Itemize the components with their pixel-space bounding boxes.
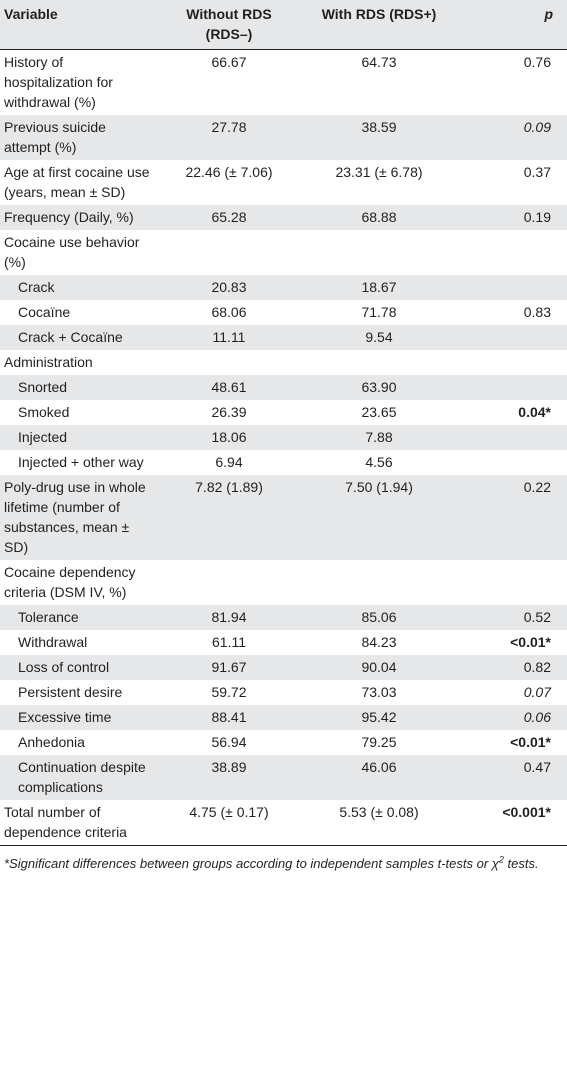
cell-variable: Poly-drug use in whole lifetime (number of substances, mean ± SD) xyxy=(4,479,146,555)
footnote-text-end: tests. xyxy=(503,856,539,871)
cell-with-rds xyxy=(300,230,458,275)
table-row xyxy=(0,560,567,605)
cell-p-value: 0.76 xyxy=(523,54,551,70)
cell-without-rds: 48.61 xyxy=(211,379,247,395)
cell-p-value: 0.22 xyxy=(523,479,551,495)
cell-without-rds: 6.94 xyxy=(215,454,243,470)
table-row xyxy=(0,400,567,425)
cell-p-value xyxy=(458,425,567,450)
cell-with-rds: 73.03 xyxy=(361,684,397,700)
cell-p-value xyxy=(458,230,567,275)
cell-without-rds: 65.28 xyxy=(211,209,247,225)
cell-with-rds xyxy=(300,560,458,605)
header-row xyxy=(0,0,567,50)
cell-p-value: 0.04* xyxy=(518,404,551,420)
table-row xyxy=(0,605,567,630)
cell-without-rds: 27.78 xyxy=(211,119,247,135)
cell-variable: Tolerance xyxy=(18,609,79,625)
cell-variable: Age at first cocaine use (years, mean ± SD) xyxy=(4,164,150,200)
cell-p-value: <0.01* xyxy=(510,734,551,750)
table-body xyxy=(0,50,567,846)
cell-variable: Excessive time xyxy=(18,709,112,725)
cell-variable: History of hospitalization for withdrawal (%) xyxy=(4,54,113,110)
cell-without-rds xyxy=(158,560,300,605)
cell-with-rds: 95.42 xyxy=(361,709,397,725)
table-row xyxy=(0,755,567,800)
cell-without-rds: 81.94 xyxy=(211,609,247,625)
cell-variable: Injected xyxy=(18,429,68,445)
cell-without-rds: 66.67 xyxy=(211,54,247,70)
table-row xyxy=(0,350,567,375)
cell-p-value: 0.83 xyxy=(523,304,551,320)
cell-p-value: <0.01* xyxy=(510,634,551,650)
cell-variable: Smoked xyxy=(18,404,70,420)
cell-variable: Crack + Cocaïne xyxy=(18,329,123,345)
table-row xyxy=(0,300,567,325)
header-with-rds: With RDS (RDS+) xyxy=(300,0,458,50)
cell-with-rds: 68.88 xyxy=(361,209,397,225)
cell-with-rds: 90.04 xyxy=(361,659,397,675)
cell-p-value: 0.06 xyxy=(523,709,551,725)
cell-with-rds: 7.50 (1.94) xyxy=(345,479,413,495)
table-row xyxy=(0,475,567,560)
header-without-rds: Without RDS (RDS–) xyxy=(158,0,300,50)
cell-p-value xyxy=(458,350,567,375)
cell-variable: Total number of dependence criteria xyxy=(0,800,158,846)
footnote-text: *Significant differences between groups according to independent samples t-tests or χ xyxy=(4,856,499,871)
cell-variable: Injected + other way xyxy=(18,454,144,470)
cell-without-rds: 68.06 xyxy=(211,304,247,320)
cell-variable: Cocaine dependency criteria (DSM IV, %) xyxy=(4,564,136,600)
cell-with-rds: 71.78 xyxy=(361,304,397,320)
cell-with-rds: 84.23 xyxy=(361,634,397,650)
cell-variable: Cocaïne xyxy=(18,304,71,320)
cell-without-rds: 11.11 xyxy=(212,329,246,345)
cell-with-rds: 5.53 (± 0.08) xyxy=(300,800,458,846)
table-row xyxy=(0,115,567,160)
cell-variable: Snorted xyxy=(18,379,68,395)
cell-with-rds: 23.31 (± 6.78) xyxy=(335,164,423,180)
cell-with-rds: 4.56 xyxy=(365,454,393,470)
cell-without-rds xyxy=(158,350,300,375)
cell-with-rds: 38.59 xyxy=(361,119,397,135)
cell-variable: Continuation despite complications xyxy=(18,759,146,795)
cell-p-value: 0.82 xyxy=(523,659,551,675)
table-row xyxy=(0,630,567,655)
cell-variable: Administration xyxy=(4,354,93,370)
table-row xyxy=(0,705,567,730)
cell-p-value: 0.47 xyxy=(523,759,551,775)
cell-without-rds: 61.11 xyxy=(212,634,246,650)
cell-p-value: 0.07 xyxy=(523,684,551,700)
cell-without-rds: 91.67 xyxy=(211,659,247,675)
table-row xyxy=(0,50,567,116)
cell-without-rds: 88.41 xyxy=(211,709,247,725)
table-row xyxy=(0,230,567,275)
cell-with-rds: 63.90 xyxy=(361,379,397,395)
table-row xyxy=(0,375,567,400)
cell-with-rds: 23.65 xyxy=(361,404,397,420)
table-row xyxy=(0,205,567,230)
cell-with-rds: 9.54 xyxy=(365,329,393,345)
cell-variable: Withdrawal xyxy=(18,634,88,650)
cell-without-rds: 7.82 (1.89) xyxy=(195,479,263,495)
cell-variable: Frequency (Daily, %) xyxy=(4,209,134,225)
cell-without-rds: 4.75 (± 0.17) xyxy=(158,800,300,846)
cell-p-value: <0.001* xyxy=(458,800,567,846)
cell-p-value xyxy=(458,325,567,350)
cell-with-rds: 79.25 xyxy=(361,734,397,750)
cell-variable: Anhedonia xyxy=(18,734,85,750)
cell-with-rds: 64.73 xyxy=(361,54,397,70)
cell-with-rds: 46.06 xyxy=(361,759,397,775)
cell-without-rds: 59.72 xyxy=(211,684,247,700)
header-p: p xyxy=(458,0,567,50)
cell-with-rds: 85.06 xyxy=(361,609,397,625)
cell-p-value xyxy=(458,275,567,300)
cell-p-value: 0.52 xyxy=(523,609,551,625)
table-row xyxy=(0,450,567,475)
table-row xyxy=(0,730,567,755)
cell-without-rds xyxy=(158,230,300,275)
cell-variable: Cocaine use behavior (%) xyxy=(4,234,140,270)
cell-p-value: 0.19 xyxy=(523,209,551,225)
cell-without-rds: 18.06 xyxy=(211,429,247,445)
cell-with-rds: 7.88 xyxy=(365,429,393,445)
cell-with-rds xyxy=(300,350,458,375)
cell-variable: Previous suicide attempt (%) xyxy=(4,119,106,155)
cell-without-rds: 38.89 xyxy=(211,759,247,775)
cell-variable: Persistent desire xyxy=(18,684,123,700)
cell-p-value: 0.09 xyxy=(523,119,551,135)
cell-p-value xyxy=(458,375,567,400)
cell-without-rds: 56.94 xyxy=(211,734,247,750)
table-row xyxy=(0,160,567,205)
footnote-superscript: 2 xyxy=(498,854,504,865)
table-row xyxy=(0,800,567,846)
table-row xyxy=(0,275,567,300)
cell-p-value xyxy=(458,450,567,475)
table-row xyxy=(0,425,567,450)
table-row xyxy=(0,655,567,680)
cell-without-rds: 20.83 xyxy=(211,279,247,295)
cell-variable: Loss of control xyxy=(18,659,110,675)
cell-variable: Crack xyxy=(18,279,55,295)
cell-p-value xyxy=(458,560,567,605)
cell-without-rds: 26.39 xyxy=(211,404,247,420)
footnote xyxy=(0,846,567,873)
cell-without-rds: 22.46 (± 7.06) xyxy=(185,164,273,180)
header-variable: Variable xyxy=(0,0,158,50)
table-row xyxy=(0,680,567,705)
cell-with-rds: 18.67 xyxy=(361,279,397,295)
cell-p-value: 0.37 xyxy=(523,164,551,180)
table-row xyxy=(0,325,567,350)
